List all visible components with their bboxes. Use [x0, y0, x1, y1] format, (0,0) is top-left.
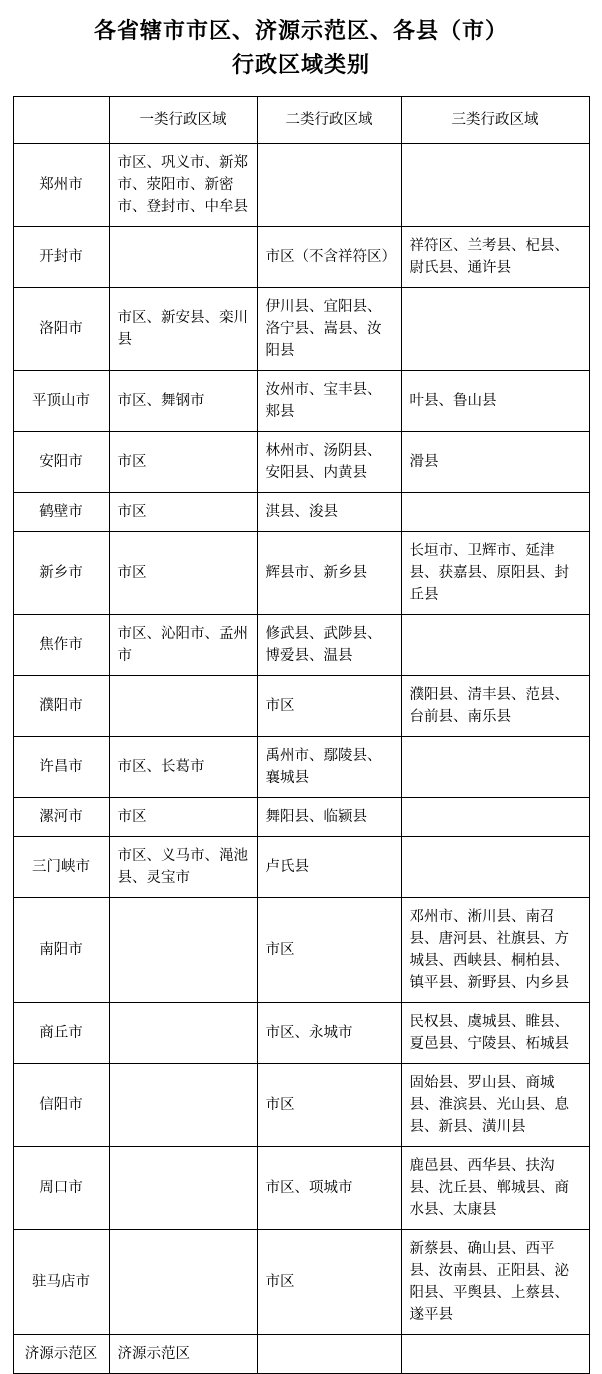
table-row — [13, 676, 589, 737]
cell-category-2: 修武县、武陟县、博爱县、温县 — [257, 615, 401, 676]
cell-city: 信阳市 — [13, 1064, 109, 1147]
cell-category-2: 禹州市、鄢陵县、襄城县 — [257, 737, 401, 798]
cell-city: 许昌市 — [13, 737, 109, 798]
cell-city: 三门峡市 — [13, 837, 109, 898]
cell-category-1: 市区、舞钢市 — [109, 371, 257, 432]
cell-category-2: 林州市、汤阴县、安阳县、内黄县 — [257, 432, 401, 493]
cell-category-2: 汝州市、宝丰县、郏县 — [257, 371, 401, 432]
cell-category-1: 市区、巩义市、新郑市、荥阳市、新密市、登封市、中牟县 — [109, 144, 257, 227]
cell-category-1 — [109, 676, 257, 737]
cell-category-2: 卢氏县 — [257, 837, 401, 898]
cell-category-1: 市区、义马市、渑池县、灵宝市 — [109, 837, 257, 898]
cell-category-1: 市区、长葛市 — [109, 737, 257, 798]
cell-category-2: 舞阳县、临颍县 — [257, 798, 401, 837]
cell-category-3 — [401, 615, 589, 676]
cell-city: 鹤壁市 — [13, 493, 109, 532]
cell-category-3 — [401, 288, 589, 371]
cell-category-3: 濮阳县、清丰县、范县、台前县、南乐县 — [401, 676, 589, 737]
cell-category-1: 市区 — [109, 532, 257, 615]
cell-category-2: 市区、永城市 — [257, 1003, 401, 1064]
cell-category-3: 滑县 — [401, 432, 589, 493]
table-row — [13, 1147, 589, 1230]
cell-category-3 — [401, 798, 589, 837]
column-header-city — [13, 97, 109, 144]
page-title-line-1: 各省辖市市区、济源示范区、各县（市） — [93, 18, 508, 43]
table-header-row — [13, 97, 589, 144]
cell-city: 南阳市 — [13, 898, 109, 1003]
cell-category-1: 市区、新安县、栾川县 — [109, 288, 257, 371]
cell-category-3: 长垣市、卫辉市、延津县、获嘉县、原阳县、封丘县 — [401, 532, 589, 615]
table-row — [13, 898, 589, 1003]
cell-city: 漯河市 — [13, 798, 109, 837]
cell-category-1: 市区 — [109, 493, 257, 532]
cell-category-1 — [109, 227, 257, 288]
cell-category-2 — [257, 144, 401, 227]
cell-category-1: 市区 — [109, 432, 257, 493]
table-row — [13, 288, 589, 371]
cell-category-2: 淇县、浚县 — [257, 493, 401, 532]
cell-category-1: 济源示范区 — [109, 1335, 257, 1374]
cell-category-3 — [401, 837, 589, 898]
page-title-line-2: 行政区域类别 — [231, 52, 370, 77]
cell-city: 濮阳市 — [13, 676, 109, 737]
table-row — [13, 837, 589, 898]
administrative-region-table — [13, 96, 590, 1374]
cell-city: 商丘市 — [13, 1003, 109, 1064]
cell-category-1 — [109, 1230, 257, 1335]
cell-city: 安阳市 — [13, 432, 109, 493]
cell-category-3: 鹿邑县、西华县、扶沟县、沈丘县、郸城县、商水县、太康县 — [401, 1147, 589, 1230]
cell-category-2: 市区 — [257, 1064, 401, 1147]
cell-category-2: 市区 — [257, 898, 401, 1003]
cell-category-1: 市区、沁阳市、孟州市 — [109, 615, 257, 676]
cell-category-1 — [109, 1147, 257, 1230]
page-title — [0, 0, 602, 82]
cell-category-2: 市区（不含祥符区） — [257, 227, 401, 288]
cell-city: 郑州市 — [13, 144, 109, 227]
table-row — [13, 1335, 589, 1374]
cell-category-3 — [401, 1335, 589, 1374]
cell-category-2: 市区 — [257, 676, 401, 737]
cell-category-2: 市区 — [257, 1230, 401, 1335]
table-row — [13, 371, 589, 432]
cell-category-3: 叶县、鲁山县 — [401, 371, 589, 432]
column-header-category-2: 二类行政区域 — [257, 97, 401, 144]
cell-category-1 — [109, 898, 257, 1003]
table-row — [13, 532, 589, 615]
table-row — [13, 798, 589, 837]
cell-category-2: 伊川县、宜阳县、洛宁县、嵩县、汝阳县 — [257, 288, 401, 371]
table-row — [13, 493, 589, 532]
table-row — [13, 737, 589, 798]
cell-category-3 — [401, 144, 589, 227]
cell-category-2 — [257, 1335, 401, 1374]
cell-category-3: 祥符区、兰考县、杞县、尉氏县、通许县 — [401, 227, 589, 288]
cell-category-2: 辉县市、新乡县 — [257, 532, 401, 615]
table-row — [13, 227, 589, 288]
table-row — [13, 432, 589, 493]
table-row — [13, 1230, 589, 1335]
cell-city: 济源示范区 — [13, 1335, 109, 1374]
table-row — [13, 144, 589, 227]
cell-category-3: 民权县、虞城县、睢县、夏邑县、宁陵县、柘城县 — [401, 1003, 589, 1064]
cell-category-3: 固始县、罗山县、商城县、淮滨县、光山县、息县、新县、潢川县 — [401, 1064, 589, 1147]
table-row — [13, 1064, 589, 1147]
column-header-category-3: 三类行政区域 — [401, 97, 589, 144]
cell-category-1: 市区 — [109, 798, 257, 837]
column-header-category-1: 一类行政区域 — [109, 97, 257, 144]
cell-category-3 — [401, 493, 589, 532]
cell-city: 开封市 — [13, 227, 109, 288]
cell-category-3: 邓州市、淅川县、南召县、唐河县、社旗县、方城县、西峡县、桐柏县、镇平县、新野县、内乡县 — [401, 898, 589, 1003]
cell-city: 平顶山市 — [13, 371, 109, 432]
table-row — [13, 615, 589, 676]
cell-city: 焦作市 — [13, 615, 109, 676]
cell-category-3: 新蔡县、确山县、西平县、汝南县、正阳县、泌阳县、平舆县、上蔡县、遂平县 — [401, 1230, 589, 1335]
cell-category-1 — [109, 1003, 257, 1064]
table-row — [13, 1003, 589, 1064]
cell-category-3 — [401, 737, 589, 798]
cell-category-1 — [109, 1064, 257, 1147]
cell-city: 驻马店市 — [13, 1230, 109, 1335]
cell-category-2: 市区、项城市 — [257, 1147, 401, 1230]
cell-city: 新乡市 — [13, 532, 109, 615]
cell-city: 周口市 — [13, 1147, 109, 1230]
cell-city: 洛阳市 — [13, 288, 109, 371]
